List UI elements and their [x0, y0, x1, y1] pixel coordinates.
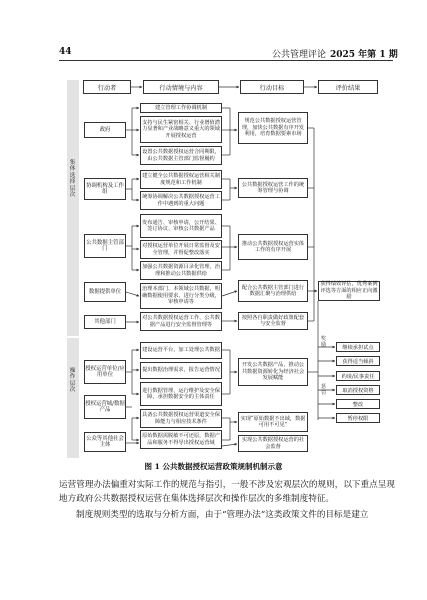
goal-box: 实现公共数据授权运营的社会监督	[238, 435, 308, 452]
actor-operation-domain: 授权运营城/数据产品	[84, 395, 126, 419]
context-box: 加强公共数据资源目录化管理，治理和推动公共数据供给	[140, 261, 222, 280]
punish-item: 整改	[336, 399, 380, 409]
actor-coordination: 协调机构及工作组	[84, 178, 126, 200]
actor-data-authority: 公共数据主管部门	[84, 234, 126, 258]
body-paragraph: 制度规则类型的选取与分析方面，由于“管理办法”这类政策文件的目标是建立	[76, 510, 369, 520]
context-box: 对公共数据授权运营工作、公共数据产品进行安全监督管理等	[140, 312, 222, 331]
context-box: 发布通告、审核申请，公开结果、签订协议、审核公共数据产品	[140, 214, 222, 238]
goal-box: 规范公共数据授权运营管理，加快公共数据有序开发利用，培育数据要素市场	[238, 112, 308, 144]
header-actor: 行动者	[83, 80, 131, 94]
context-box: 建立健全公共数据授权运营相关制度规范和工作机制	[140, 170, 222, 189]
goal-box: 配合公共数据主管部门进行数据汇聚与治理供给	[238, 280, 308, 302]
context-box: 治理本部门、本领域公共数据，明确数据使用要求，进行分类分级，审核申请等	[140, 283, 222, 309]
goal-box: 开发公共数据产品，推动公共数据资源转化为经济社会发展赋能	[238, 358, 308, 386]
actor-government: 政府	[84, 122, 126, 138]
context-box: 建立管理工作协调机制	[140, 103, 222, 113]
actor-operator: 授权运营单位/应用单位	[84, 360, 126, 384]
context-box: 进行数据管理，运行维护及安全保障，承担数据安全的主体责任	[140, 382, 222, 406]
figure-caption: 图 1 公共数据授权运营政策规制机制示意	[144, 462, 283, 471]
journal-issue: 2025 年第 1 期	[330, 50, 398, 60]
context-box: 统筹协调解决公共数据授权运营工作中遇到的重大问题	[140, 191, 222, 210]
reward-label: 奖励	[321, 336, 327, 348]
evaluation-box: 获得绩效评估，优秀案例评选等方面的相应正向激励	[318, 281, 380, 301]
journal-name: 公共管理评论	[272, 50, 327, 60]
header-evaluation: 评价结果	[318, 80, 378, 94]
context-box: 建设运营平台，加工处理公共数据	[140, 342, 222, 359]
page-number: 44	[59, 47, 72, 57]
context-box: 支持与民生紧密相关、行业增值潜力显著和产业战略意义重大的领域开展授权运营	[140, 116, 222, 143]
level-label-upper: 集体选择层次	[69, 160, 76, 199]
header-context: 行动情境与内容	[143, 80, 219, 94]
goal-box: 实现“原始数据不出域，数据可用不可见”	[238, 412, 308, 432]
punish-item: 取消授权资格	[336, 385, 380, 395]
body-paragraph: 运营管理办法偏重对实际工作的规范与指引，一般不涉及宏观层次的规则，以下重点呈现地方政府公共数据授权运营在集体选择层次和操作层次的多维制度特征。	[59, 480, 395, 505]
punish-label: 惩罚	[321, 384, 327, 396]
punish-item: 暂停权限	[336, 413, 380, 423]
context-box: 具备公共数据授权运营渠道安全保障能力与相应技术条件	[140, 409, 222, 428]
goal-box: 按照各自职责做好政策配套与安全监督	[238, 312, 308, 330]
reward-item: 继续承担试点	[336, 342, 380, 352]
context-box: 原始数据需脱敏不可还原，数据产品和服务不得导出授权运营域	[140, 430, 222, 449]
punish-item: 约谈/民事责任	[336, 371, 380, 381]
context-box: 对授权运营单位开展日常监督及安全管理，并督促整改落实	[140, 240, 222, 259]
actor-data-provider: 数据提供单位	[84, 282, 126, 302]
actor-public: 公众等其他社会主体	[84, 432, 126, 452]
reward-item: 获得适当倾斜	[336, 356, 380, 366]
context-box: 设置公共数据授权运营合同期限，由公共数据主管部门监督履约	[140, 146, 222, 165]
level-label-lower: 操作层次	[69, 368, 76, 394]
goal-box: 公共数据授权运营工作的统筹管理与协调	[238, 178, 308, 198]
header-goal: 行动目标	[240, 80, 304, 94]
context-box: 提出数据治理需求，报告运营情况	[140, 362, 222, 379]
goal-box: 推动公共数据授权运营实体工作的有序开展	[238, 234, 308, 260]
actor-other-depts: 其他部门	[84, 315, 126, 329]
